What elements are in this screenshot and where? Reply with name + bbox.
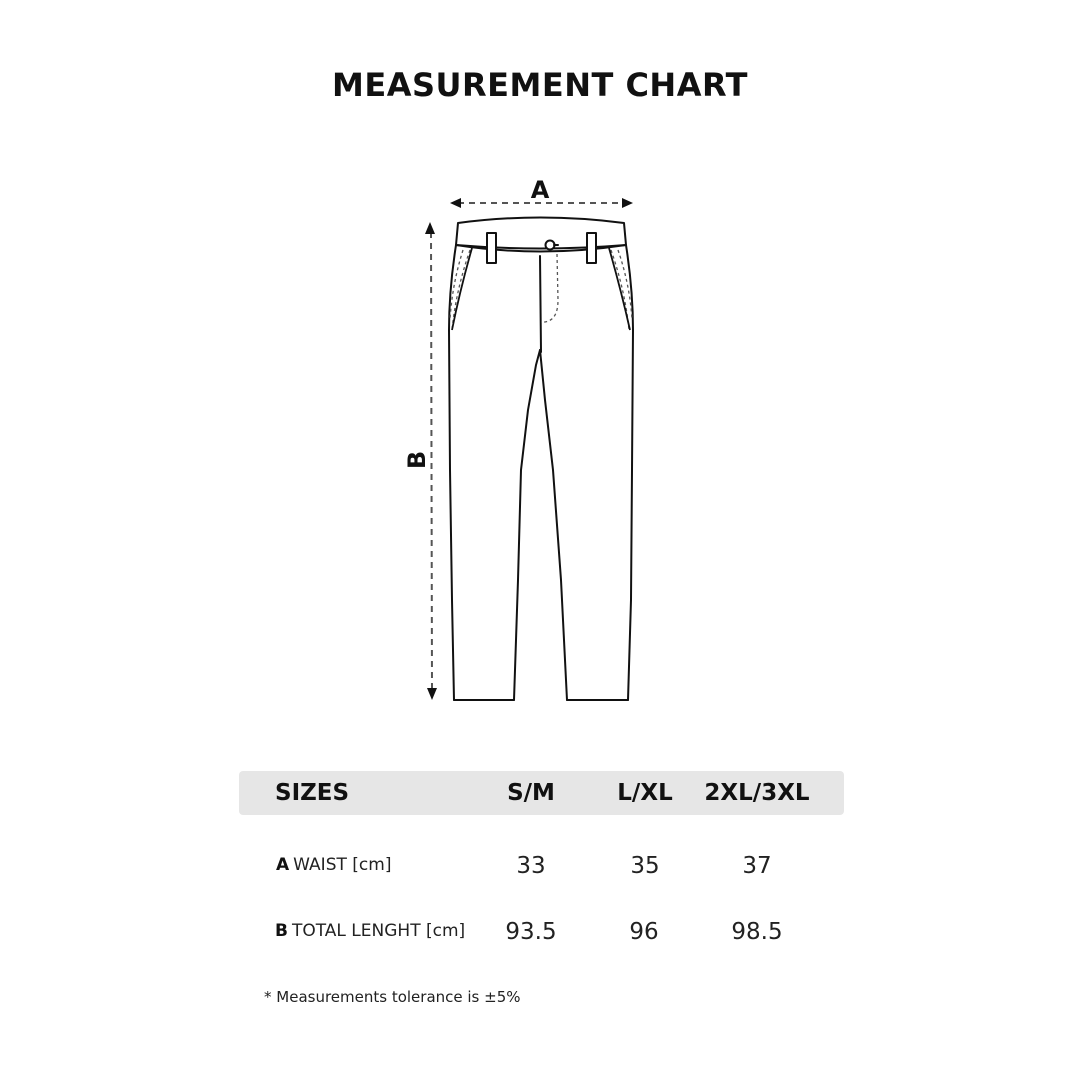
table-row-label-waist xyxy=(276,854,391,876)
row-name-length: TOTAL LENGHT [cm] xyxy=(291,921,466,941)
table-row-label-length xyxy=(275,920,465,942)
sizes-header-label: SIZES xyxy=(275,780,350,806)
page-title: MEASUREMENT CHART xyxy=(331,66,748,104)
waist-value-s-m: 33 xyxy=(516,853,546,879)
length-value-2xl-3xl: 98.5 xyxy=(731,919,783,945)
row-letter-b: B xyxy=(275,921,288,941)
waist-value-l-xl: 35 xyxy=(630,853,660,879)
row-letter-a: A xyxy=(276,855,290,875)
tolerance-footnote: * Measurements tolerance is ±5% xyxy=(264,988,521,1006)
length-value-l-xl: 96 xyxy=(629,919,659,945)
dimension-a-label: A xyxy=(530,176,550,204)
size-header-s-m: S/M xyxy=(507,780,555,806)
waist-value-2xl-3xl: 37 xyxy=(742,853,772,879)
size-header-l-xl: L/XL xyxy=(617,780,673,806)
size-header-2xl-3xl: 2XL/3XL xyxy=(704,780,810,806)
dimension-b-label: B xyxy=(403,450,431,470)
row-name-waist: WAIST [cm] xyxy=(293,855,392,875)
length-value-s-m: 93.5 xyxy=(505,919,557,945)
trousers-outline xyxy=(449,218,633,701)
